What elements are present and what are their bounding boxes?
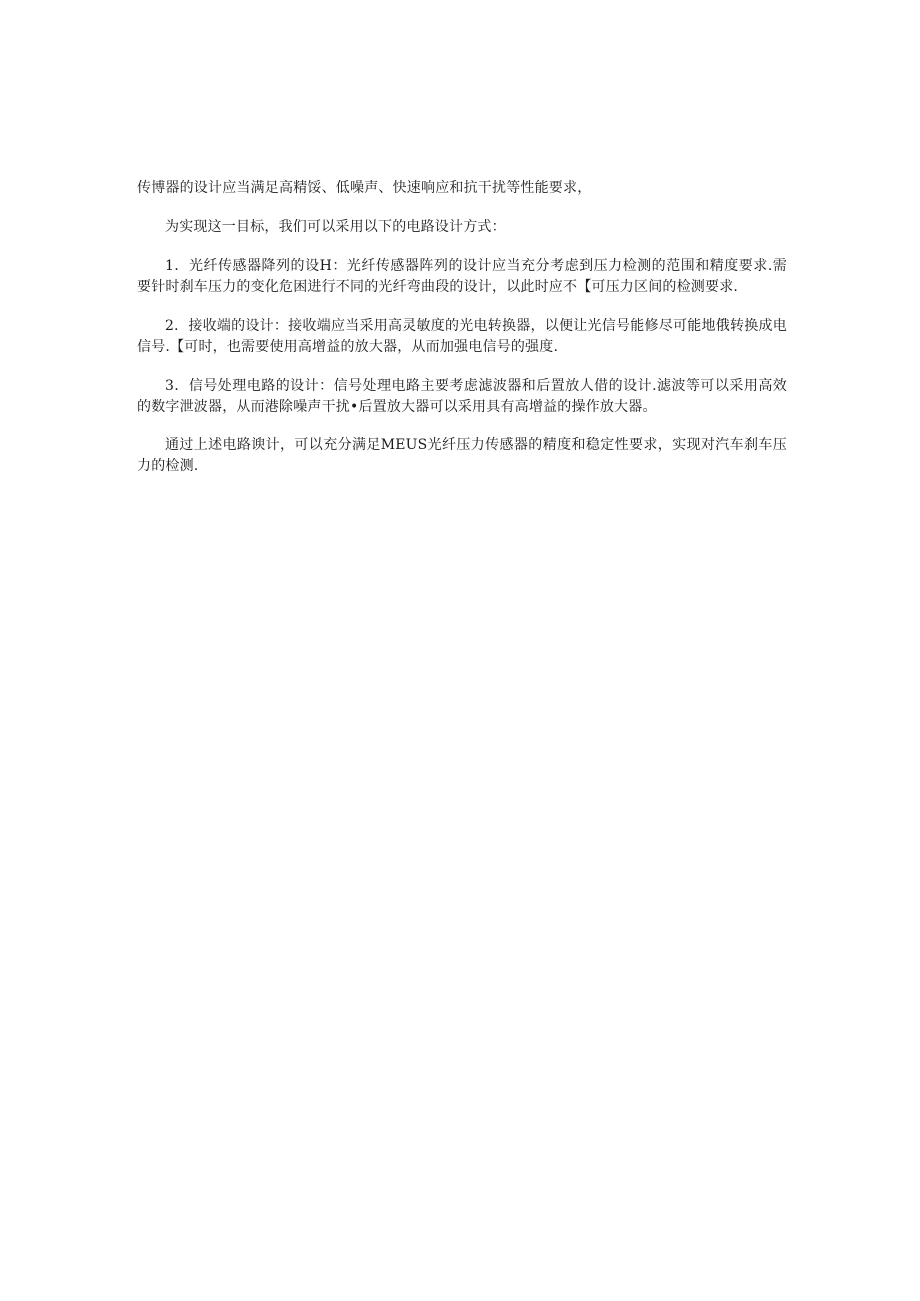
- paragraph-item-3: 3．信号处理电路的设计：信号处理电路主要考虑滤波器和后置放人借的设计.滤波等可以采用高效的数字泄波器，从而港除噪声干扰•后置放大器可以采用具有高增益的操作放大器。: [137, 378, 787, 415]
- paragraph-item-2: 2．接收端的设计：接收端应当采用高灵敏度的光电转换器，以便让光信号能修尽可能地俄转换成电信号.【可时，也需要使用高增益的放大器，从而加强电信号的强度.: [137, 318, 787, 355]
- paragraph-item-1: 1．光纤传感器降列的设H：光纤传感器阵列的设计应当充分考虑到压力检测的范围和精度要求.需要针时刹车压力的变化危困进行不同的光纤弯曲段的设计，以此时应不【可压力区间的检测要求.: [137, 258, 787, 295]
- paragraph-requirements: 传博器的设计应当满足高精馁、低噪声、快速响应和抗干扰等性能要求，: [137, 180, 592, 196]
- document-body: [137, 178, 787, 495]
- paragraph-conclusion: 通过上述电路谀计，可以充分满足MEUS光纤压力传感器的精度和稳定性要求，实现对汽车刹车压力的检测.: [137, 437, 787, 474]
- paragraph-intro: 为实现这一目标，我们可以采用以下的电路设计方式：: [165, 219, 506, 235]
